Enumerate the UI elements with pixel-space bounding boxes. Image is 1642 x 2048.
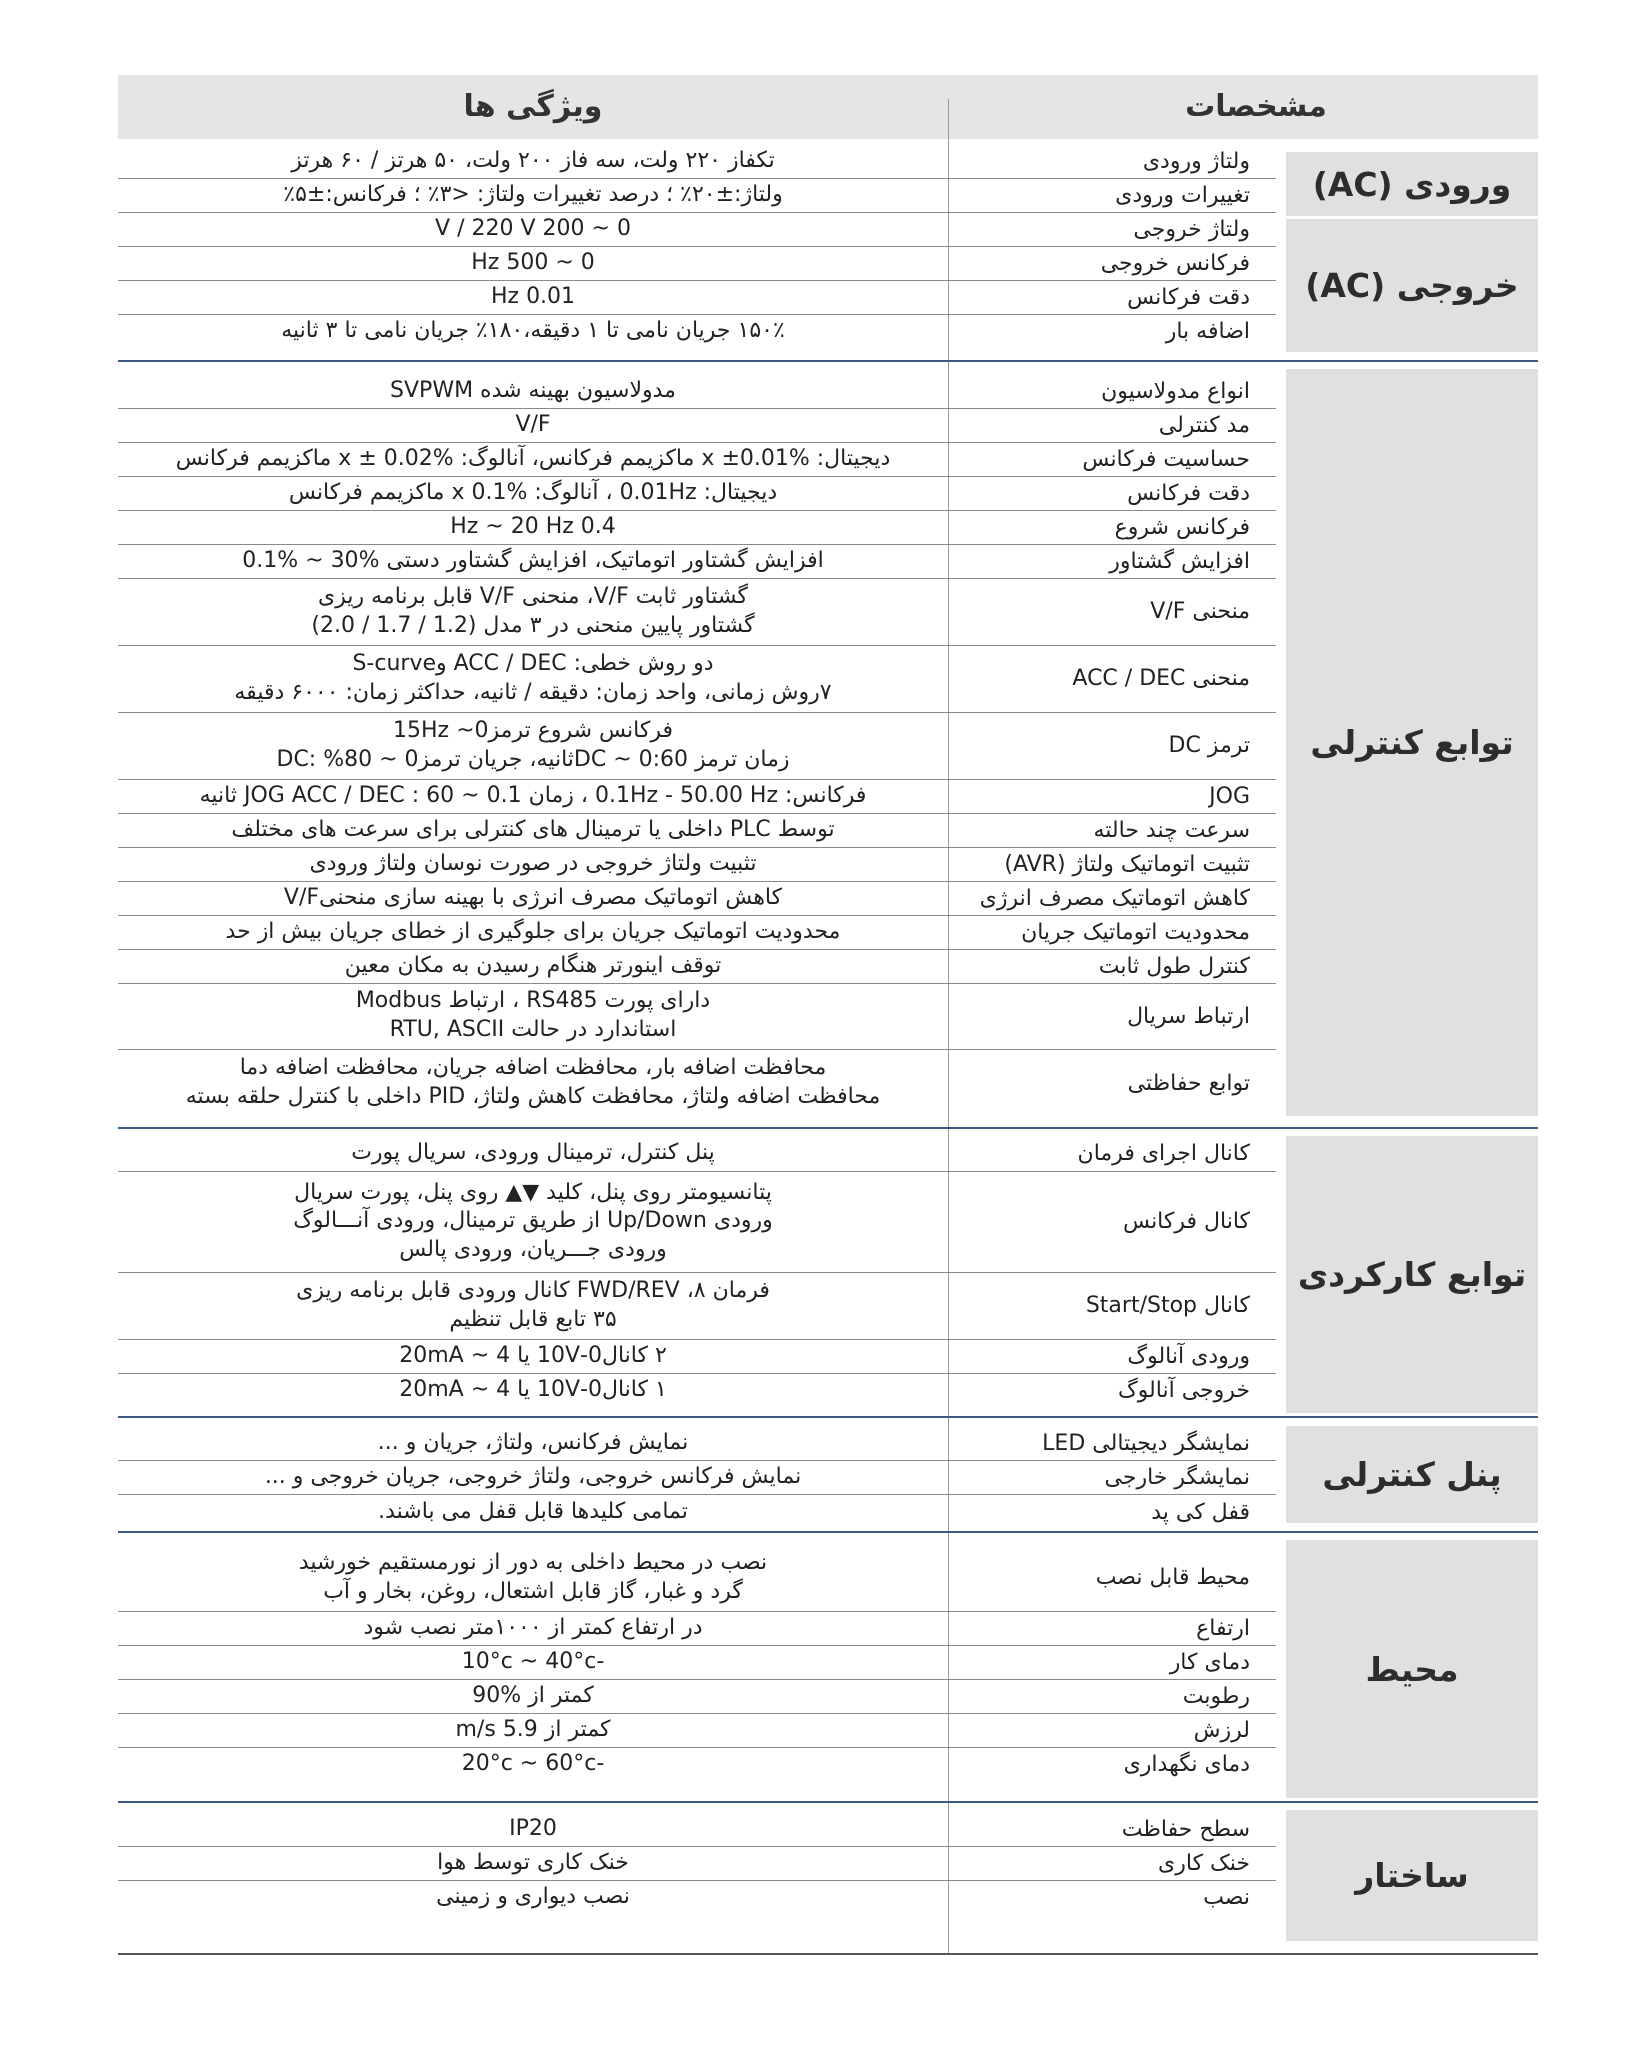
section-rule (118, 1127, 1538, 1129)
table-row (118, 408, 1276, 442)
spec-label: لرزش (1193, 1717, 1250, 1743)
spec-label: نمایشگر خارجی (1104, 1464, 1250, 1490)
feature-value (118, 1747, 948, 1781)
table-row (118, 1713, 1276, 1747)
feature-value (118, 1713, 948, 1747)
section-label: ساختار (1355, 1856, 1469, 1895)
table-header (118, 75, 1538, 139)
spec-label: خروجی آنالوگ (1118, 1377, 1250, 1403)
feature-value (118, 915, 948, 949)
feature-value (118, 1611, 948, 1645)
feature-line: ورودی جـــریان، ورودی پالس (399, 1236, 667, 1262)
feature-value (118, 408, 948, 442)
feature-value (118, 314, 948, 349)
section-label: محیط (1365, 1649, 1459, 1689)
table-bottom-rule (118, 1953, 1538, 1955)
feature-line: نمایش فرکانس خروجی، ولتاژ خروجی، جریان خروجی و ... (264, 1463, 802, 1489)
feature-value (118, 712, 948, 779)
spec-label: دمای نگهداری (1123, 1751, 1250, 1777)
table-row (118, 1611, 1276, 1645)
feature-line: توقف اینورتر هنگام رسیدن به مکان معین (344, 952, 722, 978)
feature-value (118, 779, 948, 813)
feature-line: 0 ~ 200 V / 220 V (435, 215, 631, 241)
spec-label: مد کنترلی (1158, 412, 1250, 438)
spec-label: محدودیت اتوماتیک جریان (1021, 919, 1250, 945)
feature-line: پنل کنترل، ترمینال ورودی، سریال پورت (351, 1140, 715, 1166)
feature-line: کمتر از %90 (472, 1682, 594, 1708)
feature-value (118, 178, 948, 212)
table-row (118, 983, 1276, 1049)
table-row (118, 1645, 1276, 1679)
table-row (118, 476, 1276, 510)
spec-label: ترمز DC (1168, 733, 1250, 758)
feature-value (118, 246, 948, 280)
table-row (118, 1494, 1276, 1530)
feature-line: دارای پورت RS485 ، ارتباط Modbus (355, 988, 711, 1014)
table-row (118, 847, 1276, 881)
spec-label: نمایشگر دیجیتالی LED (1042, 1430, 1250, 1456)
table-row (118, 1049, 1276, 1117)
table-row (118, 1339, 1276, 1373)
spec-label: خنک کاری (1158, 1850, 1250, 1876)
feature-line: افزایش گشتاور اتوماتیک، افزایش گشتاور دستی %30 ~ %0.1 (242, 547, 824, 573)
spec-label: فرکانس شروع (1114, 514, 1250, 540)
spec-label: دقت فرکانس (1127, 284, 1250, 310)
spec-label: سطح حفاظت (1121, 1816, 1250, 1842)
feature-value (118, 1272, 948, 1339)
feature-line: نصب در محیط داخلی به دور از نورمستقیم خورشید (298, 1549, 768, 1575)
feature-value (118, 645, 948, 712)
feature-value (118, 510, 948, 544)
feature-line: استاندارد در حالت RTU, ASCII (389, 1017, 677, 1042)
spec-label: کانال فرکانس (1123, 1209, 1250, 1234)
feature-value (118, 813, 948, 847)
feature-line: محدودیت اتوماتیک جریان برای جلوگیری از خطای جریان بیش از حد (225, 918, 841, 944)
feature-value (118, 847, 948, 881)
spec-label: دمای کار (1169, 1649, 1250, 1675)
feature-value (118, 1426, 948, 1460)
feature-value (118, 1049, 948, 1117)
table-row (118, 1460, 1276, 1494)
table-row (118, 144, 1276, 178)
spec-label: انواع مدولاسیون (1101, 378, 1250, 404)
feature-value (118, 949, 948, 983)
table-row (118, 1544, 1276, 1611)
feature-line: -10°c ~ 40°c (461, 1648, 605, 1674)
feature-value (118, 1544, 948, 1611)
feature-value (118, 1171, 948, 1272)
feature-line: ۱ کانال0-10V یا 20mA ~ 4 (399, 1376, 667, 1402)
feature-line: تکفاز ۲۲۰ ولت، سه فاز ۲۰۰ ولت، ۵۰ هرتز / ۶۰ هرتز (291, 147, 775, 173)
spec-label: کنترل طول ثابت (1098, 953, 1250, 979)
table-row (118, 813, 1276, 847)
feature-line: ولتاژ:±۲۰٪ ؛ درصد تغییرات ولتاژ: <۳٪ ؛ فرکانس:±۵٪ (283, 181, 783, 207)
feature-value (118, 1339, 948, 1373)
table-row (118, 1880, 1276, 1914)
table-row (118, 212, 1276, 246)
feature-line: 0.01 Hz (490, 283, 576, 309)
feature-line: دیجیتال: 0.01Hz ، آنالوگ: %0.1 x ماکزیمم فرکانس (288, 479, 778, 505)
table-row (118, 1272, 1276, 1339)
spec-label: ولتاژ ورودی (1142, 148, 1250, 174)
feature-line: نمایش فرکانس، ولتاژ، جریان و ... (377, 1429, 689, 1455)
spec-label: تثبیت اتوماتیک ولتاژ (AVR) (1004, 851, 1250, 877)
spec-label: JOG (1209, 783, 1250, 809)
spec-label: ولتاژ خروجی (1133, 216, 1250, 242)
feature-value (118, 1880, 948, 1914)
table-row (118, 1747, 1276, 1781)
table-row (118, 442, 1276, 476)
feature-line: ورودی Up/Down از طریق ترمینال، ورودی آنـــالوگ (293, 1208, 773, 1234)
feature-line: ۳۵ تابع قابل تنظیم (449, 1306, 617, 1332)
feature-value (118, 1494, 948, 1530)
table-row (118, 1426, 1276, 1460)
spec-label: کاهش اتوماتیک مصرف انرژی (979, 885, 1250, 911)
feature-line: ۷روش زمانی، واحد زمان: دقیقه / ثانیه، حداکثر زمان: ۶۰۰۰ دقیقه (234, 679, 832, 705)
header-divider (948, 99, 949, 139)
feature-line: محافظت اضافه بار، محافظت اضافه جریان، محافظت اضافه دما (239, 1055, 827, 1081)
table-row (118, 246, 1276, 280)
feature-line: ۱۵۰٪ جریان نامی تا ۱ دقیقه،۱۸۰٪ جریان نامی تا ۳ ثانیه (281, 318, 785, 344)
section-label: پنل کنترلی (1322, 1455, 1502, 1494)
feature-line: تمامی کلیدها قابل قفل می باشند. (378, 1498, 688, 1524)
table-row (118, 544, 1276, 578)
table-row (118, 712, 1276, 779)
features-column-title: ویژگی ها (463, 89, 603, 124)
table-row (118, 1136, 1276, 1171)
table-row (118, 1171, 1276, 1272)
spec-label: حساسیت فرکانس (1082, 446, 1250, 472)
spec-label: محیط قابل نصب (1095, 1565, 1250, 1590)
feature-line: فرکانس شروع ترمز15Hz ~0 (393, 717, 674, 743)
feature-value (118, 1373, 948, 1407)
section-label: خروجی (AC) (1305, 266, 1519, 305)
spec-label: کانال Start/Stop (1085, 1293, 1250, 1318)
spec-label: قفل کی پد (1151, 1499, 1250, 1525)
table-row (118, 645, 1276, 712)
feature-line: 0.4 Hz ~ 20 Hz (450, 513, 616, 539)
spec-label: کانال اجرای فرمان (1077, 1141, 1250, 1166)
section-label: توابع کارکردی (1297, 1255, 1527, 1294)
spec-label: دقت فرکانس (1127, 480, 1250, 506)
section-label: ورودی (AC) (1312, 164, 1512, 204)
feature-line: پتانسیومتر روی پنل، کلید ▼▲ روی پنل، پورت سریال (294, 1179, 772, 1205)
table-row (118, 1373, 1276, 1407)
feature-value (118, 1460, 948, 1494)
feature-line: فرمان FWD/REV ،۸ کانال ورودی قابل برنامه ریزی (296, 1277, 770, 1303)
table-row (118, 1679, 1276, 1713)
table-row (118, 881, 1276, 915)
section-rule (118, 1801, 1538, 1803)
table-row (118, 1846, 1276, 1880)
specs-column-title: مشخصات (1185, 89, 1327, 124)
feature-line: کاهش اتوماتیک مصرف انرژی با بهینه سازی منحنیV/F (283, 884, 783, 910)
table-row (118, 578, 1276, 645)
table-row (118, 949, 1276, 983)
section-label: توابع کنترلی (1310, 723, 1514, 762)
feature-line: مدولاسیون بهینه شده SVPWM (390, 377, 676, 403)
feature-value (118, 983, 948, 1049)
spec-label: ارتباط سریال (1127, 1003, 1250, 1029)
spec-label: تغییرات ورودی (1115, 182, 1250, 208)
feature-line: ۲ کانال0-10V یا 20mA ~ 4 (399, 1342, 667, 1368)
feature-value (118, 881, 948, 915)
table-row (118, 314, 1276, 349)
feature-line: کمتر از 5.9 m/s (455, 1716, 611, 1742)
feature-line: در ارتفاع کمتر از ۱۰۰۰متر نصب شود (363, 1614, 703, 1640)
feature-value (118, 212, 948, 246)
feature-line: V/F (515, 411, 551, 437)
feature-value (118, 544, 948, 578)
feature-value (118, 1846, 948, 1880)
spec-label: اضافه بار (1165, 319, 1250, 344)
spec-label: منحنی V/F (1150, 599, 1250, 624)
feature-value (118, 374, 948, 408)
feature-line: محافظت اضافه ولتاژ، محافظت کاهش ولتاژ، PID داخلی با کنترل حلقه بسته (185, 1084, 881, 1109)
feature-line: نصب دیواری و زمینی (436, 1883, 630, 1909)
section-rule (118, 360, 1538, 362)
spec-label: ورودی آنالوگ (1127, 1343, 1250, 1369)
feature-value (118, 442, 948, 476)
feature-line: 0 ~ 500 Hz (471, 249, 595, 275)
feature-line: گشتاور ثابت V/F، منحنی V/F قابل برنامه ریزی (318, 583, 748, 609)
section-rule (118, 1416, 1538, 1418)
feature-line: دو روش خطی: ACC / DEC وS-curve (352, 650, 714, 676)
feature-line: دیجیتال: %0.01± x ماکزیمم فرکانس، آنالوگ: %0.02 ± x ماکزیمم فرکانس (175, 445, 891, 471)
table-row (118, 178, 1276, 212)
feature-value (118, 144, 948, 178)
spec-label: منحنی ACC / DEC (1072, 666, 1250, 691)
table-row (118, 374, 1276, 408)
spec-label: توابع حفاظتی (1127, 1070, 1250, 1096)
feature-value (118, 476, 948, 510)
feature-line: زمان ترمز 60:DC ~ 0ثانیه، جریان ترمزDC: %80 ~ 0 (276, 746, 790, 772)
feature-line: توسط PLC داخلی یا ترمینال های کنترلی برای سرعت های مختلف (231, 816, 835, 842)
table-row (118, 779, 1276, 813)
feature-line: تثبیت ولتاژ خروجی در صورت نوسان ولتاژ ورودی (309, 850, 757, 876)
feature-line: IP20 (509, 1815, 557, 1841)
table-row (118, 280, 1276, 314)
spec-label: نصب (1203, 1884, 1250, 1910)
feature-line: فرکانس: 0.1Hz - 50.00 Hz ، زمان JOG ACC / DEC : 60 ~ 0.1 ثانیه (199, 782, 867, 808)
feature-value (118, 1679, 948, 1713)
feature-value (118, 1645, 948, 1679)
spec-label: ارتفاع (1196, 1615, 1250, 1641)
spec-label: فرکانس خروجی (1100, 250, 1250, 276)
spec-table (118, 75, 1538, 1955)
feature-value (118, 578, 948, 645)
table-row (118, 1812, 1276, 1846)
feature-line: گشتاور پایین منحنی در ۳ مدل (1.2 / 1.7 / 2.0) (311, 612, 755, 638)
feature-line: -20°c ~ 60°c (461, 1750, 605, 1776)
section-rule (118, 1531, 1538, 1533)
table-row (118, 510, 1276, 544)
feature-value (118, 1136, 948, 1171)
spec-label: سرعت چند حالته (1093, 817, 1250, 843)
feature-line: گرد و غبار، گاز قابل اشتعال، روغن، بخار و آب (323, 1578, 743, 1604)
feature-line: خنک کاری توسط هوا (437, 1849, 629, 1875)
spec-label: رطوبت (1182, 1683, 1250, 1709)
table-row (118, 915, 1276, 949)
spec-label: افزایش گشتاور (1109, 548, 1250, 574)
feature-value (118, 280, 948, 314)
feature-value (118, 1812, 948, 1846)
